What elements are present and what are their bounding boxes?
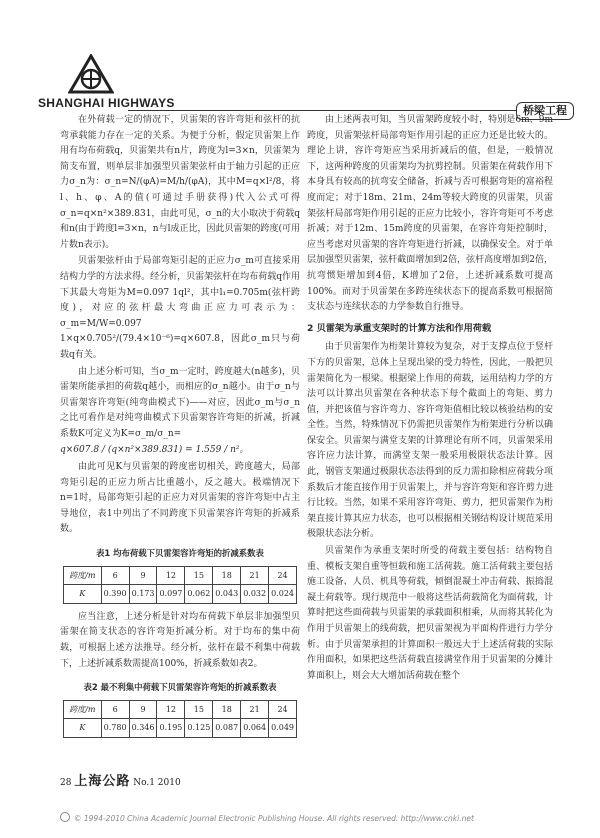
table-cell: 0.064 xyxy=(241,719,269,738)
table-cell: 18 xyxy=(213,566,241,585)
table-cell: 24 xyxy=(269,566,297,585)
table-cell: 15 xyxy=(185,700,213,719)
table-header-cell: 跨度/m xyxy=(64,700,102,719)
table-cell: 0.780 xyxy=(101,719,129,738)
table-caption: 表2 最不利集中荷载下贝雷架容许弯矩的折减系数表 xyxy=(83,682,277,693)
table-row xyxy=(64,566,297,585)
table-cell: 0.173 xyxy=(129,585,157,604)
table-cell: 0.087 xyxy=(213,719,241,738)
table-cell: 0.024 xyxy=(269,585,297,604)
paragraph: 在外荷载一定的情况下，贝雷架的容许弯矩和弦杆的抗弯承载能力存在一定的关系。为便于分析，假定贝雷架上作用有均布荷载q，贝雷架共有n片，跨度为l=3×n，贝雷架为简支布置，则单层非加强型贝雷架弦杆由于轴力引起的正应力σ_n为：σ_n=N/(φA)=M/h/(φA)，其中M=q×l²/8，将l、h、φ、A的值(可通过手册获得)代入公式可得σ_n=q×n²×389.831，由此可见，σ_n的大小取决于荷载q和n(由于跨度l=3×n，n与l成正比，因此贝雷架的跨度(可用片数n表示)。 xyxy=(60,115,300,250)
section-heading: 2 贝雷架为承重支架时的计算方法和作用荷载 xyxy=(307,322,492,334)
table-cell: 0.195 xyxy=(157,719,185,738)
copyright-text: © 1994-2010 China Academic Journal Electronic Publishing House. All rights reserved. http://www.cnki.net xyxy=(74,814,474,823)
left-column xyxy=(60,113,300,744)
equation: q×607.8 / (q×n²×389.831) = 1.559 / n²。 xyxy=(60,445,249,456)
page-footer xyxy=(60,770,181,789)
table-header-cell: 跨度/m xyxy=(64,566,102,585)
copyright-notice xyxy=(60,812,474,823)
issue-label: No.1 2010 xyxy=(133,778,181,788)
table-header-cell: K xyxy=(64,585,102,604)
paragraph: 应当注意，上述分析是针对均布荷载下单层非加强型贝雷架在简支状态的容许弯矩折减分析。对于均布的集中荷载，可根据上述方法推导。经分析，弦杆在最不利集中荷载下，上述折减系数需提高100%，折减系数如表2。 xyxy=(60,611,300,669)
shanghai-highways-logo-icon xyxy=(68,54,114,94)
table-cell: 9 xyxy=(129,700,157,719)
brand-name: SHANGHAI HIGHWAYS xyxy=(38,96,175,110)
table-cell: 12 xyxy=(157,566,185,585)
paragraph: 由此可见K与贝雷架的跨度密切相关，跨度越大，局部弯矩引起的正应力所占比重越小，反之越大。极端情况下n=1时，局部弯矩引起的正应力对贝雷架的容许弯矩中占主导地位，表1中列出了不同跨度下贝雷架容许弯矩的折减系数。 xyxy=(60,462,300,535)
paragraph: 由于贝雷架作为桁架计算较为复杂，对于支撑点位于竖杆下方的贝雷架，总体上呈现出梁的受力特性，因此，一般把贝雷架简化为一根梁。根据梁上作用的荷载，运用结构力学的方法可以计算出贝雷架在各种状态下每个截面上的弯矩、剪力值，并把该值与容许弯力、容许弯矩值相比较以核验结构的安全性。当然，特殊情况下仍需把贝雷架作为桁架进行分析以确保安全。贝雷架与满堂支架的计算理论有所不同，贝雷架采用容许应力法计算，而满堂支架一般采用极限状态法计算。因此，钢管支架通过极限状态法得到的反力需扣除相应荷载分项系数后才能直接作用于贝雷架上，并与容许弯矩和容许剪力进行比较。当然，如果不采用容许弯矩、剪力，把贝雷架作为桁架直接计算其应力状态，也可以根据相关钢结构设计规范采用极限状态法分析。 xyxy=(307,342,553,540)
paragraph: 由上述分析可知，当σ_m一定时，跨度越大(n越多)，贝雷架所能承担的荷载q越小，而相应的σ_n越小。由于σ_n与贝雷架容许弯矩(纯弯曲模式下)——对应，因此σ_m与σ_n之比可看作是对纯弯曲模式下贝雷架容许弯矩的折减，折减系数K可定义为K=σ_m/σ_n= xyxy=(60,366,300,439)
table-cell: 0.062 xyxy=(185,585,213,604)
table-cell: 21 xyxy=(241,566,269,585)
table-row xyxy=(64,700,297,719)
table-cell: 0.390 xyxy=(101,585,129,604)
table-header-cell: K xyxy=(64,719,102,738)
reduction-table-2 xyxy=(63,700,297,738)
table-cell: 0.043 xyxy=(213,585,241,604)
table-cell: 18 xyxy=(213,700,241,719)
table-row xyxy=(64,719,297,738)
table-cell: 6 xyxy=(101,700,129,719)
paragraph: 由上述两表可知，当贝雷架跨度较小时，特别是6m、9m跨度，贝雷架弦杆局部弯矩作用引起的正应力还是比较大的。理论上讲，容许弯矩应当采用折减后的值，但是，一般情况下，这两种跨度的贝雷架均为抗剪控制。贝雷架在荷载作用下本身具有较高的抗弯安全储备，折减与否可根据弯矩的富裕程度而定；对于18m、21m、24m等较大跨度的贝雷架，贝雷架弦杆局部弯矩作用引起的正应力比较小，容许弯矩可不考虑折减；对于12m、15m跨度的贝雷架，在容许弯矩控制时，应当考虑对贝雷架的容许弯矩进行折减，以确保安全。对于单层加强型贝雷架，弦杆截面增加到2倍，弦杆高度增加到2倍，抗弯惯矩增加到4倍，K增加了2倍，上述折减系数可提高100%。而对于贝雷架在多跨连续状态下的提高系数可根据简支状态与连续状态的力学参数自行推导。 xyxy=(307,115,553,313)
table-cell: 24 xyxy=(269,700,297,719)
table-cell: 0.097 xyxy=(157,585,185,604)
table-cell: 0.032 xyxy=(241,585,269,604)
table-cell: 12 xyxy=(157,700,185,719)
table-cell: 21 xyxy=(241,700,269,719)
table-cell: 0.049 xyxy=(269,719,297,738)
page-number: 28 xyxy=(60,778,72,788)
journal-name: 上海公路 xyxy=(74,774,131,789)
table-row xyxy=(64,585,297,604)
table-cell: 0.125 xyxy=(185,719,213,738)
paragraph: 贝雷架弦杆由于局部弯矩引起的正应力σ_m可直接采用结构力学的方法求得。经分析，贝雷架弦杆在均布荷载q作用下其最大弯矩为M=0.097 1ql²，其中l₁=0.705m(弦杆跨度)，对应的弦杆最大弯曲正应力可表示为：σ_m=M/W=0.097 1×q×0.705²/(79.4×10⁻⁶)=q×607.8，因此σ_m只与荷载q有关。 xyxy=(60,256,300,360)
page-header xyxy=(32,44,580,117)
header-rule xyxy=(128,110,528,111)
table-cell: 0.346 xyxy=(129,719,157,738)
reduction-table-1 xyxy=(63,566,297,604)
table-cell: 6 xyxy=(101,566,129,585)
category-badge: 桥梁工程 xyxy=(516,102,574,120)
table-cell: 9 xyxy=(129,566,157,585)
table-caption: 表1 均布荷载下贝雷架容许弯矩的折减系数表 xyxy=(96,548,264,559)
right-column xyxy=(307,113,553,685)
paragraph: 贝雷架作为承重支架时所受的荷载主要包括：结构物自重、模板支架自重等恒载和施工活荷载。施工活荷载主要包括施工设备、人员、机具等荷载，倾倒混凝土冲击荷载、振捣混凝土荷载等。现行规范中一般将这些活荷载简化为面荷载，计算时把这些面荷载与贝雷架的承载面积相乘，从而将其转化为作用于贝雷架上的线荷载，把贝雷架视为平面构件进行力学分析。由于贝雷架承担的计算面积一般远大于上述活荷载的实际作用面积，如果把这些活荷载直接满堂作用于贝雷架的分摊计算面积上，则会大大增加活荷载在整个 xyxy=(307,546,553,681)
copyright-icon xyxy=(60,812,70,822)
table-cell: 15 xyxy=(185,566,213,585)
